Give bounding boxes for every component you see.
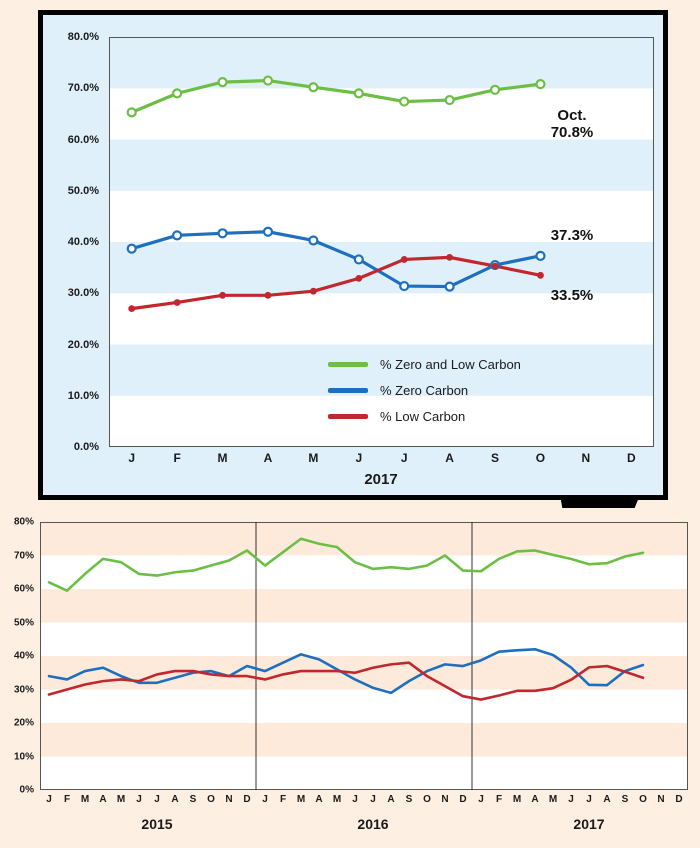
zoom-y-tick-label: 80.0% (67, 31, 99, 43)
legend-label-low-carbon: % Low Carbon (380, 408, 466, 424)
overview-x-tick-label: N (657, 794, 665, 805)
overview-x-tick-label: J (46, 794, 52, 805)
overview-x-tick-label: S (189, 794, 197, 805)
overview-y-tick-label: 30% (13, 684, 34, 695)
zoom-y-axis-labels (43, 15, 105, 453)
overview-x-tick-label: M (512, 794, 522, 805)
zoom-x-tick-label: O (535, 451, 546, 465)
legend-item-zero-and-low-carbon (328, 351, 521, 377)
zero-low-carbon-annotation-line1: Oct. (557, 107, 587, 124)
zoom-x-tick-label: N (581, 451, 591, 465)
zoom-x-tick-label: F (173, 451, 181, 465)
overview-x-tick-label: J (568, 794, 574, 805)
zoom-x-tick-label: M (308, 451, 319, 465)
legend-swatch-zero-carbon (328, 388, 368, 393)
overview-x-tick-label: A (99, 794, 107, 805)
overview-x-tick-label: M (116, 794, 126, 805)
low-carbon-annotation (527, 287, 617, 304)
overview-x-tick-label: F (495, 794, 503, 805)
overview-x-tick-label: A (315, 794, 323, 805)
zoom-year-label: 2017 (364, 471, 398, 488)
zero-low-carbon-annotation (527, 107, 617, 142)
overview-x-tick-label: M (296, 794, 306, 805)
overview-year-label: 2017 (573, 816, 605, 832)
zoom-x-tick-label: J (400, 451, 408, 465)
zoom-x-tick-label: J (128, 451, 136, 465)
overview-x-tick-label: S (405, 794, 413, 805)
legend-swatch-low-carbon (328, 414, 368, 419)
legend-label-zero-and-low-carbon: % Zero and Low Carbon (380, 356, 521, 372)
zero-low-carbon-annotation-line2: 70.8% (550, 124, 594, 142)
overview-x-tick-label: N (225, 794, 233, 805)
zoom-x-tick-label: M (217, 451, 228, 465)
zoom-x-tick-label: S (491, 451, 500, 465)
overview-chart-svg (40, 522, 688, 790)
zoom-x-axis-labels (109, 451, 654, 471)
overview-y-axis-labels (0, 516, 38, 796)
overview-x-tick-label: M (80, 794, 90, 805)
overview-x-tick-label: F (63, 794, 71, 805)
legend-swatch-zero-and-low-carbon (328, 362, 368, 367)
zoom-x-tick-label: J (355, 451, 363, 465)
overview-x-tick-label: D (243, 794, 251, 805)
zoom-y-tick-label: 70.0% (67, 82, 99, 95)
zoom-y-tick-label: 40.0% (67, 236, 99, 248)
overview-x-tick-label: J (370, 794, 376, 805)
overview-x-tick-label: M (548, 794, 558, 805)
overview-x-tick-label: A (603, 794, 611, 805)
zoom-x-tick-label: A (445, 451, 454, 465)
zoom-y-tick-label: 30.0% (67, 287, 99, 300)
overview-y-tick-label: 70% (13, 550, 34, 561)
overview-y-tick-label: 40% (13, 650, 34, 662)
overview-x-tick-label: J (262, 794, 268, 805)
overview-x-tick-label: O (423, 794, 431, 805)
overview-x-tick-label: O (639, 794, 647, 805)
overview-x-tick-label: A (531, 794, 539, 805)
zero-carbon-annotation-value: 37.3% (550, 227, 594, 244)
overview-y-tick-label: 10% (13, 751, 34, 762)
overview-x-tick-label: S (621, 794, 629, 805)
legend-label-zero-carbon: % Zero Carbon (380, 382, 469, 398)
zoom-y-tick-label: 0.0% (73, 441, 99, 453)
zoom-callout-panel (38, 10, 668, 500)
overview-x-tick-label: A (387, 794, 395, 805)
overview-y-tick-label: 50% (13, 617, 34, 628)
overview-chart (0, 508, 700, 848)
overview-year-label: 2015 (141, 816, 173, 832)
zoom-x-tick-label: A (263, 451, 273, 465)
overview-x-tick-label: J (352, 794, 358, 805)
overview-x-tick-label: A (171, 794, 179, 805)
overview-y-tick-label: 0% (19, 784, 34, 796)
overview-chart-plot (40, 522, 688, 790)
zoom-y-tick-label: 20.0% (67, 338, 99, 351)
legend-item-low-carbon (328, 403, 521, 429)
overview-year-label: 2016 (357, 816, 389, 832)
zoom-y-tick-label: 60.0% (67, 133, 99, 146)
overview-y-tick-label: 80% (13, 516, 34, 528)
overview-x-tick-label: J (136, 794, 142, 805)
chart-legend (328, 351, 521, 429)
overview-x-tick-label: J (154, 794, 160, 805)
overview-x-tick-label: J (478, 794, 484, 805)
overview-y-tick-label: 20% (13, 717, 34, 729)
overview-x-tick-label: D (459, 794, 467, 805)
overview-x-tick-label: O (207, 794, 215, 805)
legend-item-zero-carbon (328, 377, 521, 403)
overview-y-tick-label: 60% (13, 583, 34, 595)
zero-carbon-annotation (527, 227, 617, 244)
zoom-y-tick-label: 50.0% (67, 184, 99, 197)
overview-x-tick-label: N (441, 794, 449, 805)
zoom-y-tick-label: 10.0% (67, 389, 99, 402)
low-carbon-annotation-value: 33.5% (550, 287, 594, 304)
zoom-x-tick-label: D (626, 451, 636, 465)
overview-x-tick-label: J (586, 794, 592, 805)
overview-x-tick-label: F (279, 794, 287, 805)
overview-x-tick-label: D (675, 794, 683, 805)
overview-x-tick-label: M (332, 794, 342, 805)
